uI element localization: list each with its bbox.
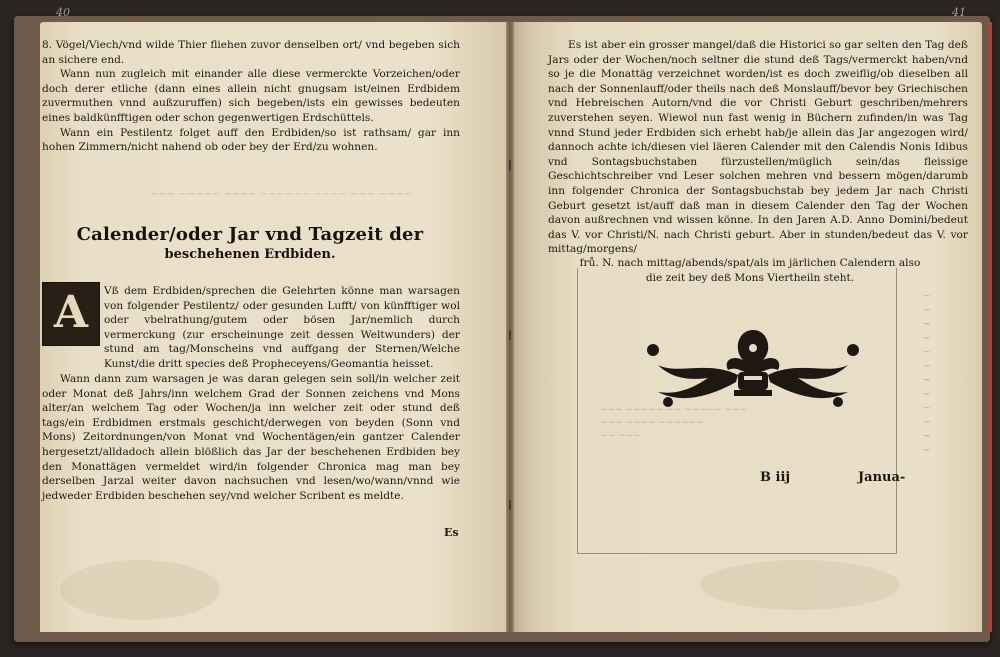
bleed-through-column: ~ ~ ~ ~ ~ ~ ~ ~ ~ ~ ~ ~ — [922, 291, 932, 456]
paper-stain — [60, 560, 220, 620]
bleed-through-text: ~~~ ~~~~~ ~~~~ ~~~~~~ ~~~~ ~~~ ~~~~ — [150, 189, 413, 200]
right-body-text: Es ist aber ein grosser mangel/daß die Historici so gar selten den Tag deß Jars oder der Wochen/noch seltner die stund deß Tags/vermerckt haben/vnd so je die Monattäg verzeichnet worden/ist es doch zweiflig/ob dieselben all nach der Sonnenlauff/oder theils nach deß Monslauff/bevor bey Griechischen vnd Hebreischen Autorn/vnd die vor Christi Geburt geschriben/mehrers zuverstehen seyen. Wiewol nun fast wenig in Büchern zufinden/in was Tag vnnd Stund jeder Erdbiden sich erhebt hab/je allein das Jar angezogen wird/ dannoch achte ich/diesen viel läeren Calender mit den Calendis Nonis Idibus vnd Sontagsbuchstaben fürzustellen/müglich sein/das fleissige Geschichtschreiber vnd Leser solchen mehren vnd bessern mögen/darumb inn folgender Chronica der Sontagsbuchstab bey jedem Jar nach Christi Geburt gesetzt ist/auff daß man in diesem Calender den Tag der Wochen davon außrechnen vnd wissen könne. In den Jaren A.D. Anno Domini/bedeut das V. vor Christi/N. nach Christi geburt. Aber in stunden/bedeut das V. vor mittag/morgens/ — [548, 39, 968, 256]
heading-line-2: beschehenen Erdbiden. — [164, 247, 336, 262]
book-gutter — [506, 22, 514, 632]
paragraph: Wann ein Pestilentz folget auff den Erdbiden/so ist rathsam/ gar inn hohen Zimmern/nicht nahend ob oder bey der Erd/zu wohnen. — [42, 126, 460, 154]
paragraph: Wann nun zugleich mit einander alle diese vermerckte Vorzeichen/oder doch derer etliche (dann eines allein nicht gnugsam ist/einen Erdbidem zuvermuthen vnnd außzuruffen) sich begeben/ists ein gewisses bedeuten eines baldkünfftigen oder schon gegenwertigen Erdschüttels. — [42, 68, 460, 124]
right-centered-text: frů. N. nach mittag/abends/spat/als im järlichen Calendern also die zeit bey deß Mons Viertheiln steht. — [579, 257, 921, 284]
body-text-a: Vß dem Erdbiden/sprechen die Gelehrten könne man warsagen von folgender Pestilentz/ oder gesunden Lufft/ von künfftiger wol oder vbelrathung/gutem oder bösen Jar/nemlich durch vermerckung (zur erscheinunge zeit dessen Weltwunders) der stund am tag/Monscheins vnd auffgang der Sternen/Welche Kunst/die dritt species deß Propheceyens/Geomantia heisset. — [104, 285, 460, 370]
paragraph: 8. Vögel/Viech/vnd wilde Thier fliehen zuvor denselben ort/ vnd begeben sich an sichere end. — [42, 39, 460, 66]
ornamental-drop-cap — [42, 282, 100, 346]
page-number-left: 40 — [56, 6, 70, 19]
heading-line-1: Calender/oder Jar vnd Tagzeit der — [76, 224, 424, 245]
body-text-b: Wann dann zum warsagen je was daran gelegen sein soll/in welcher zeit oder Monat deß Jahrs/inn welchem Grad der Sonnen zeichens vnd Mons alter/an welchem Tag oder Wochen/ja inn welcher zeit oder stund deß tags/ein Erdbidmen erstmals geschicht/derwegen von beyden (Sonn vnd Mons) Zeitordnungen/von Monat vnd Wochentägen/ein gantzer Calender hergesetzt/alldadoch allein blößlich das Jar der beschehenen Erdbiden bey den Monattägen vermeldet wird/in folgender Chronica mag man bey derselben Jarzal weiter davon nachsuchen vnd lesen/wo/wann/vnnd wie jedweder Erdbiden beschehen sey/vnd welcher Scribent es meldte. — [42, 373, 460, 502]
binding-stitch — [509, 500, 511, 510]
signature-mark: B iij — [760, 470, 791, 485]
left-top-text — [42, 38, 460, 155]
red-page-edge — [988, 22, 992, 632]
floral-ornament-icon — [638, 320, 868, 410]
binding-stitch — [509, 330, 511, 340]
binding-stitch — [509, 160, 511, 170]
page-number-right: 41 — [952, 6, 966, 19]
catchword-right: Janua- — [858, 470, 906, 485]
drop-cap-letter: A — [53, 287, 89, 338]
bleed-through-table: ~~~ ~~~~~ ~~ ~~~~~ ~~~ ~~~ ~~~~ ~~~~~~ ~~ ~~~ — [600, 405, 748, 441]
catchword-left: Es — [444, 526, 459, 539]
paper-stain — [700, 560, 900, 610]
section-heading — [40, 224, 460, 264]
